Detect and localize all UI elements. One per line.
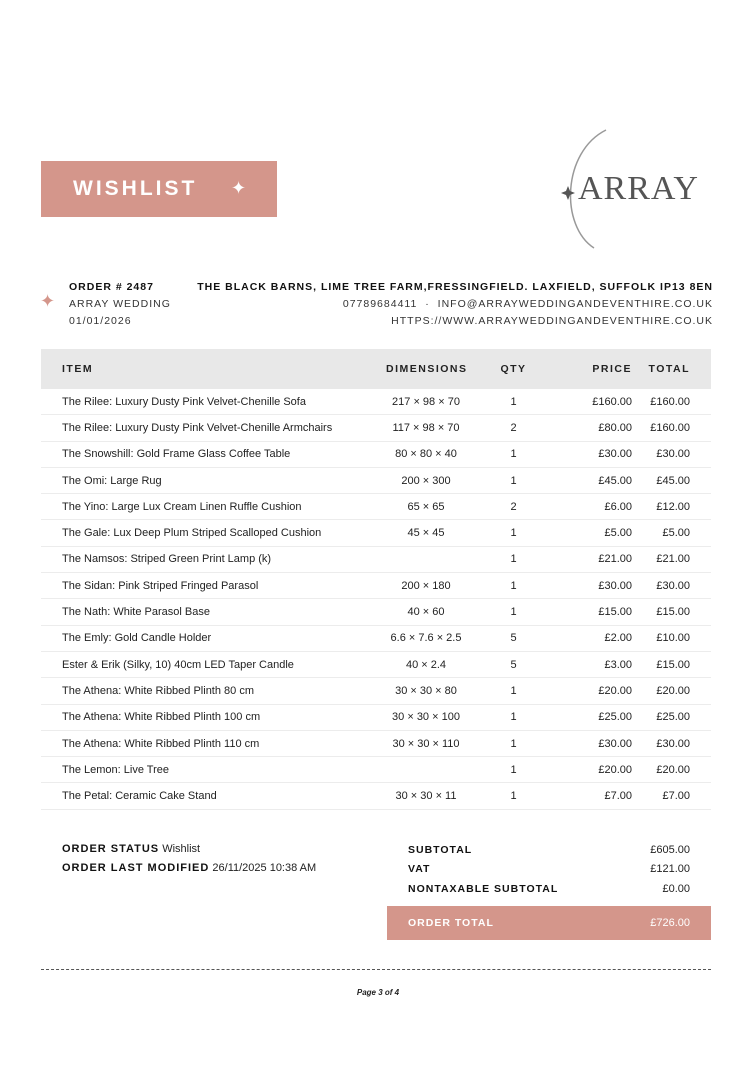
cell-price: £21.00	[598, 553, 632, 566]
cell-price: £80.00	[598, 421, 632, 434]
cell-price: £30.00	[598, 579, 632, 592]
cell-dimensions: 30 × 30 × 100	[392, 711, 460, 724]
cell-item: The Namsos: Striped Green Print Lamp (k)	[62, 553, 272, 566]
cell-total: £20.00	[656, 684, 690, 697]
order-status-value: Wishlist	[162, 843, 201, 855]
table-row	[41, 494, 711, 520]
cell-item: The Snowshill: Gold Frame Glass Coffee Table	[62, 448, 291, 461]
array-logo	[560, 128, 720, 252]
cell-dimensions: 40 × 60	[407, 606, 445, 619]
logo-text: ARRAY	[578, 170, 699, 207]
header-item: ITEM	[62, 363, 94, 375]
cell-qty: 1	[510, 474, 517, 487]
vat-value: £121.00	[650, 863, 690, 876]
cell-item: The Lemon: Live Tree	[62, 763, 170, 776]
order-total-label: ORDER TOTAL	[408, 916, 494, 929]
cell-total: £30.00	[656, 737, 690, 750]
cell-total: £45.00	[656, 474, 690, 487]
cell-dimensions: 30 × 30 × 110	[392, 737, 460, 750]
cell-dimensions: 217 × 98 × 70	[392, 395, 460, 408]
cell-qty: 1	[510, 553, 517, 566]
cell-dimensions: 200 × 180	[401, 579, 451, 592]
cell-total: £12.00	[656, 500, 690, 513]
cell-price: £7.00	[604, 790, 632, 803]
cell-dimensions: 40 × 2.4	[405, 658, 447, 671]
cell-qty: 1	[510, 684, 517, 697]
cell-qty: 2	[510, 421, 517, 434]
cell-item: The Rilee: Luxury Dusty Pink Velvet-Chenille Sofa	[62, 395, 306, 408]
cell-dimensions: 30 × 30 × 11	[395, 790, 457, 803]
nontaxable-label: NONTAXABLE SUBTOTAL	[408, 882, 559, 895]
order-status-label: ORDER STATUS	[62, 843, 160, 855]
cell-item: The Petal: Ceramic Cake Stand	[62, 790, 217, 803]
cell-price: £20.00	[598, 763, 632, 776]
cell-dimensions: 30 × 30 × 80	[395, 684, 457, 697]
cell-price: £30.00	[598, 448, 632, 461]
vat-label: VAT	[408, 863, 431, 876]
company-address: THE BLACK BARNS, LIME TREE FARM,FRESSINGFIELD. LAXFIELD, SUFFOLK IP13 8EN	[197, 281, 713, 293]
cell-total: £25.00	[656, 711, 690, 724]
table-header	[41, 349, 711, 389]
cell-item: The Athena: White Ribbed Plinth 100 cm	[62, 711, 261, 724]
customer-name: ARRAY WEDDING	[69, 298, 171, 310]
order-status-block	[62, 840, 316, 878]
cell-item: The Athena: White Ribbed Plinth 80 cm	[62, 684, 254, 697]
sparkle-icon: ✦	[231, 178, 247, 198]
cell-item: The Yino: Large Lux Cream Linen Ruffle Cushion	[62, 500, 302, 513]
cell-qty: 1	[510, 711, 517, 724]
table-row	[41, 705, 711, 731]
cell-item: The Sidan: Pink Striped Fringed Parasol	[62, 579, 259, 592]
cell-price: £15.00	[598, 606, 632, 619]
company-phone: 07789684411	[342, 298, 418, 310]
table-row	[41, 442, 711, 468]
cell-price: £45.00	[598, 474, 632, 487]
header-total: TOTAL	[648, 363, 690, 375]
banner-title: WISHLIST	[73, 177, 198, 200]
cell-total: £160.00	[650, 395, 690, 408]
cell-item: The Gale: Lux Deep Plum Striped Scalloped Cushion	[62, 527, 322, 540]
table-row	[41, 547, 711, 573]
cell-qty: 1	[510, 579, 517, 592]
cell-total: £15.00	[656, 658, 690, 671]
company-contact	[197, 296, 713, 313]
cell-total: £10.00	[656, 632, 690, 645]
cell-qty: 1	[510, 737, 517, 750]
cell-qty: 5	[510, 658, 517, 671]
order-modified-label: ORDER LAST MODIFIED	[62, 862, 210, 874]
table-row	[41, 757, 711, 783]
cell-qty: 1	[510, 395, 517, 408]
order-info	[69, 279, 171, 330]
vat-row	[387, 860, 711, 880]
cell-total: £21.00	[656, 553, 690, 566]
order-modified-value: 26/11/2025 10:38 AM	[212, 862, 317, 874]
order-total-value: £726.00	[650, 916, 690, 929]
cell-item: The Nath: White Parasol Base	[62, 606, 210, 619]
subtotal-row	[387, 840, 711, 860]
company-email[interactable]: INFO@ARRAYWEDDINGANDEVENTHIRE.CO.UK	[437, 298, 713, 310]
cell-total: £30.00	[656, 448, 690, 461]
cell-price: £3.00	[604, 658, 632, 671]
cell-qty: 1	[510, 763, 517, 776]
header-price: PRICE	[592, 363, 632, 375]
cell-price: £160.00	[592, 395, 632, 408]
table-row	[41, 599, 711, 625]
company-info	[197, 279, 713, 330]
nontaxable-row	[387, 879, 711, 899]
cell-dimensions: 65 × 65	[407, 500, 445, 513]
order-sparkle-icon: ✦	[40, 291, 56, 311]
table-row	[41, 652, 711, 678]
cell-item: The Athena: White Ribbed Plinth 110 cm	[62, 737, 260, 750]
cell-item: Ester & Erik (Silky, 10) 40cm LED Taper Candle	[62, 658, 294, 671]
header-qty: QTY	[500, 363, 527, 375]
table-row	[41, 468, 711, 494]
cell-qty: 1	[510, 448, 517, 461]
cell-qty: 1	[510, 527, 517, 540]
table-row	[41, 731, 711, 757]
table-row	[41, 415, 711, 441]
table-body	[41, 389, 711, 810]
contact-separator: ·	[425, 298, 430, 310]
page-number: Page 3 of 4	[356, 988, 400, 997]
cell-total: £7.00	[662, 790, 690, 803]
cell-total: £30.00	[656, 579, 690, 592]
table-row	[41, 678, 711, 704]
cell-qty: 5	[510, 632, 517, 645]
wishlist-banner	[41, 161, 277, 217]
cell-dimensions: 117 × 98 × 70	[392, 421, 460, 434]
cell-dimensions: 200 × 300	[401, 474, 451, 487]
cell-qty: 1	[510, 790, 517, 803]
subtotal-label: SUBTOTAL	[408, 843, 473, 856]
cell-item: The Omi: Large Rug	[62, 474, 162, 487]
cell-total: £15.00	[656, 606, 690, 619]
table-row	[41, 389, 711, 415]
order-total-bar	[387, 906, 711, 940]
order-modified-line	[62, 859, 316, 878]
order-status-line	[62, 840, 316, 859]
cell-qty: 2	[510, 500, 517, 513]
table-row	[41, 783, 711, 809]
subtotal-value: £605.00	[650, 843, 690, 856]
cell-total: £160.00	[650, 421, 690, 434]
footer-divider	[41, 969, 711, 970]
cell-qty: 1	[510, 606, 517, 619]
order-number: ORDER # 2487	[69, 281, 154, 293]
cell-total: £5.00	[662, 527, 690, 540]
cell-item: The Rilee: Luxury Dusty Pink Velvet-Chenille Armchairs	[62, 421, 333, 434]
table-row	[41, 626, 711, 652]
order-date: 01/01/2026	[69, 315, 132, 327]
cell-price: £25.00	[598, 711, 632, 724]
cell-dimensions: 80 × 80 × 40	[395, 448, 457, 461]
cell-price: £30.00	[598, 737, 632, 750]
table-row	[41, 520, 711, 546]
cell-price: £6.00	[604, 500, 632, 513]
cell-total: £20.00	[656, 763, 690, 776]
cell-price: £20.00	[598, 684, 632, 697]
cell-price: £2.00	[604, 632, 632, 645]
cell-dimensions: 45 × 45	[407, 527, 445, 540]
cell-item: The Emly: Gold Candle Holder	[62, 632, 212, 645]
cell-price: £5.00	[604, 527, 632, 540]
company-website[interactable]: HTTPS://WWW.ARRAYWEDDINGANDEVENTHIRE.CO.UK	[391, 315, 713, 327]
items-table	[41, 349, 711, 810]
nontaxable-value: £0.00	[662, 882, 690, 895]
totals-block	[387, 840, 711, 940]
table-row	[41, 573, 711, 599]
header-dimensions: DIMENSIONS	[386, 363, 468, 375]
cell-dimensions: 6.6 × 7.6 × 2.5	[390, 632, 462, 645]
